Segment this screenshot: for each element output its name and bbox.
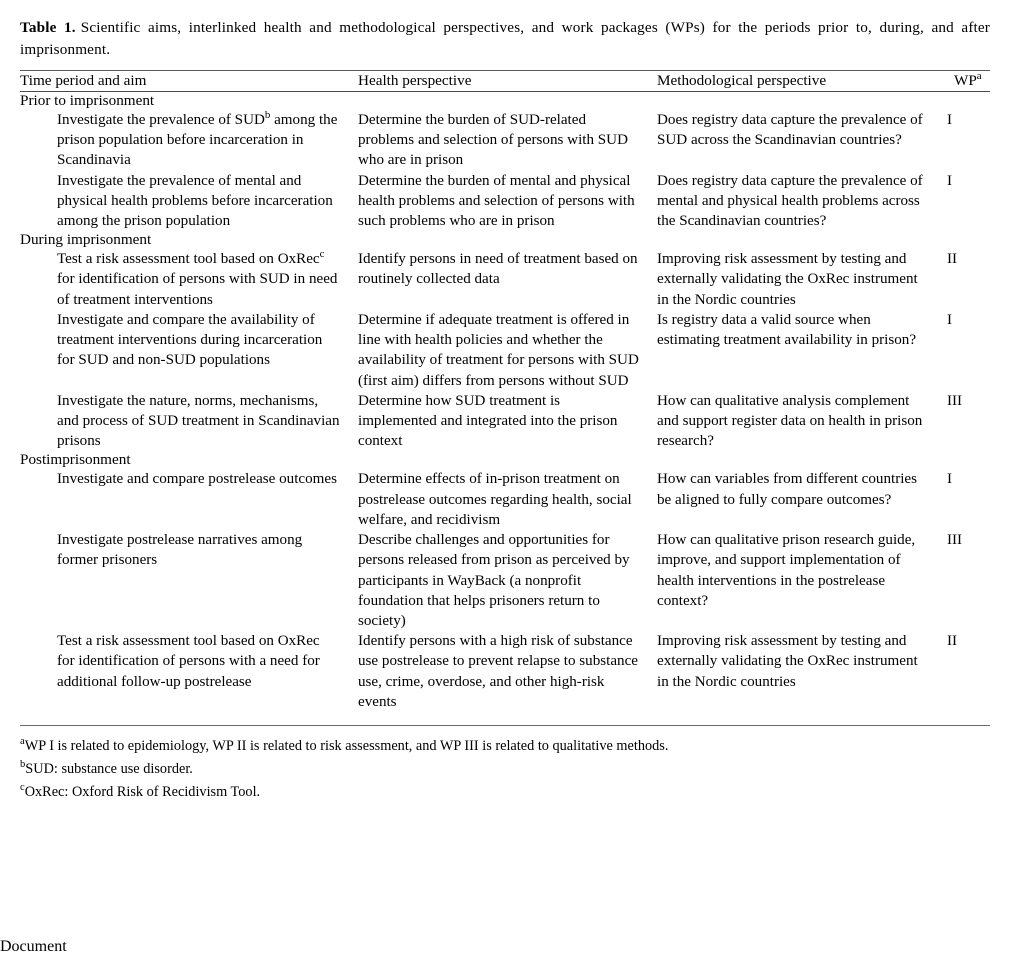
- footnote-text: WP I is related to epidemiology, WP II is related to risk assessment, and WP III is related to qualitative methods.: [24, 738, 669, 755]
- table-section-header-row: [20, 451, 990, 469]
- footnote-marker-c: c: [20, 782, 25, 794]
- cell-aim-text-cont: for identification of persons with SUD in need of treatment interventions: [57, 271, 338, 308]
- footnote-text: SUD: substance use disorder.: [25, 761, 193, 778]
- cell-methodological-perspective: Is registry data a valid source when estimating treatment availability in prison?: [657, 311, 917, 349]
- section-title: Postimprisonment: [20, 451, 131, 469]
- table-row: [20, 530, 990, 631]
- cell-health-perspective: Determine how SUD treatment is implemented and integrated into the prison context: [358, 392, 618, 450]
- cell-aim-text: Investigate and compare postrelease outcomes: [57, 471, 337, 488]
- cell-wp: III: [947, 392, 963, 409]
- table-section-header-row: [20, 231, 990, 249]
- table-row: [20, 310, 990, 391]
- cell-wp: III: [947, 532, 963, 549]
- cell-aim: [20, 110, 358, 171]
- footnote-a: [20, 735, 990, 758]
- column-header-wp-label: WP: [954, 72, 977, 90]
- cell-aim-text: Investigate the nature, norms, mechanisms, and process of SUD treatment in Scandinavian prisons: [57, 392, 340, 450]
- column-header-methodological-perspective: Methodological perspective: [657, 71, 947, 91]
- cell-wp: I: [947, 111, 953, 128]
- table-header-row: [20, 71, 990, 91]
- cell-wp: I: [947, 311, 953, 328]
- footnote-b: [20, 758, 990, 781]
- table-section-header-row: [20, 91, 990, 110]
- footnote-marker-a: a: [976, 70, 982, 83]
- table-row: [20, 171, 990, 232]
- cell-health-perspective: Identify persons in need of treatment based on routinely collected data: [358, 251, 638, 288]
- cell-aim: [20, 249, 358, 310]
- cell-methodological-perspective: How can variables from different countries be aligned to fully compare outcomes?: [657, 471, 917, 508]
- footnote-c: [20, 781, 990, 804]
- cell-methodological-perspective: Improving risk assessment by testing and externally validating the OxRec instrument in the Nordic countries: [657, 251, 918, 308]
- cell-aim-text: Test a risk assessment tool based on OxRec for identification of persons with a need for additional follow-up postrelease: [57, 633, 320, 690]
- footnote-text: OxRec: Oxford Risk of Recidivism Tool.: [24, 784, 261, 801]
- cell-health-perspective: Describe challenges and opportunities for persons released from prison as perceived by participants in WayBack (a nonprofit foundation that helps prisoners return to society): [358, 532, 630, 629]
- footnote-marker-c: c: [319, 248, 325, 261]
- table-caption: [20, 0, 990, 60]
- table-row: [20, 249, 990, 310]
- column-header-time-period-and-aim: Time period and aim: [20, 71, 358, 91]
- cell-aim-text: Investigate the prevalence of SUD: [57, 111, 265, 128]
- cell-aim-text-cont: among the prison population before incarceration in Scandinavia: [57, 111, 338, 169]
- cell-aim: [20, 469, 358, 530]
- section-title: During imprisonment: [20, 231, 152, 249]
- scientific-aims-table: [20, 71, 990, 719]
- cell-methodological-perspective: Does registry data capture the prevalence of mental and physical health problems across the Scandinavian countries?: [657, 172, 923, 229]
- section-title: Prior to imprisonment: [20, 91, 155, 109]
- cell-health-perspective: Determine the burden of SUD-related problems and selection of persons with SUD who are in prison: [358, 111, 628, 169]
- cell-aim-text: Investigate postrelease narratives among former prisoners: [57, 532, 303, 569]
- column-header-wp: [947, 71, 990, 91]
- cell-methodological-perspective: Improving risk assessment by testing and externally validating the OxRec instrument in the Nordic countries: [657, 633, 918, 690]
- cell-aim-text: Investigate the prevalence of mental and physical health problems before incarceration among the prison population: [57, 172, 333, 229]
- table-caption-text: Scientific aims, interlinked health and methodological perspectives, and work packages (WPs) for the periods prior to, during, and after imprisonment.: [20, 19, 991, 58]
- footnote-marker-b: b: [20, 759, 26, 771]
- cell-methodological-perspective: Does registry data capture the prevalence of SUD across the Scandinavian countries?: [657, 111, 923, 149]
- cell-health-perspective: Identify persons with a high risk of substance use postrelease to prevent relapse to substance use, crime, overdose, and other high-risk events: [358, 633, 638, 710]
- table-row: [20, 110, 990, 171]
- cell-aim: [20, 530, 358, 631]
- cell-wp: II: [947, 251, 958, 268]
- table-footnotes: [20, 726, 990, 804]
- cell-health-perspective: Determine if adequate treatment is offered in line with health policies and whether the availability of treatment for persons with SUD (first aim) differs from persons without SUD: [358, 311, 639, 389]
- cell-wp: I: [947, 471, 953, 488]
- table-caption-label: Table 1.: [20, 19, 76, 36]
- cell-wp: II: [947, 633, 958, 650]
- cell-aim: [20, 391, 358, 452]
- table-row: [20, 391, 990, 452]
- cell-health-perspective: Determine the burden of mental and physical health problems and selection of persons with such problems who are in prison: [358, 172, 635, 229]
- cell-wp: I: [947, 172, 953, 189]
- cell-aim: [20, 631, 358, 719]
- cell-aim: [20, 171, 358, 232]
- table-body: [20, 91, 990, 719]
- cell-methodological-perspective: How can qualitative prison research guide, improve, and support implementation of health interventions in the postrelease context?: [657, 532, 916, 609]
- cell-methodological-perspective: How can qualitative analysis complement and support register data on health in prison research?: [657, 392, 923, 450]
- footnote-marker-a: a: [20, 736, 25, 748]
- cell-aim-text: Test a risk assessment tool based on OxRec: [57, 251, 320, 268]
- table-row: [20, 469, 990, 530]
- column-header-health-perspective: Health perspective: [358, 71, 657, 91]
- footnote-marker-b: b: [264, 108, 271, 121]
- cell-aim: [20, 310, 358, 391]
- cell-health-perspective: Determine effects of in-prison treatment on postrelease outcomes regarding health, social welfare, and recidivism: [358, 471, 632, 528]
- cell-aim-text: Investigate and compare the availability of treatment interventions during incarceration for SUD and non-SUD populations: [57, 311, 323, 369]
- table-row: [20, 631, 990, 719]
